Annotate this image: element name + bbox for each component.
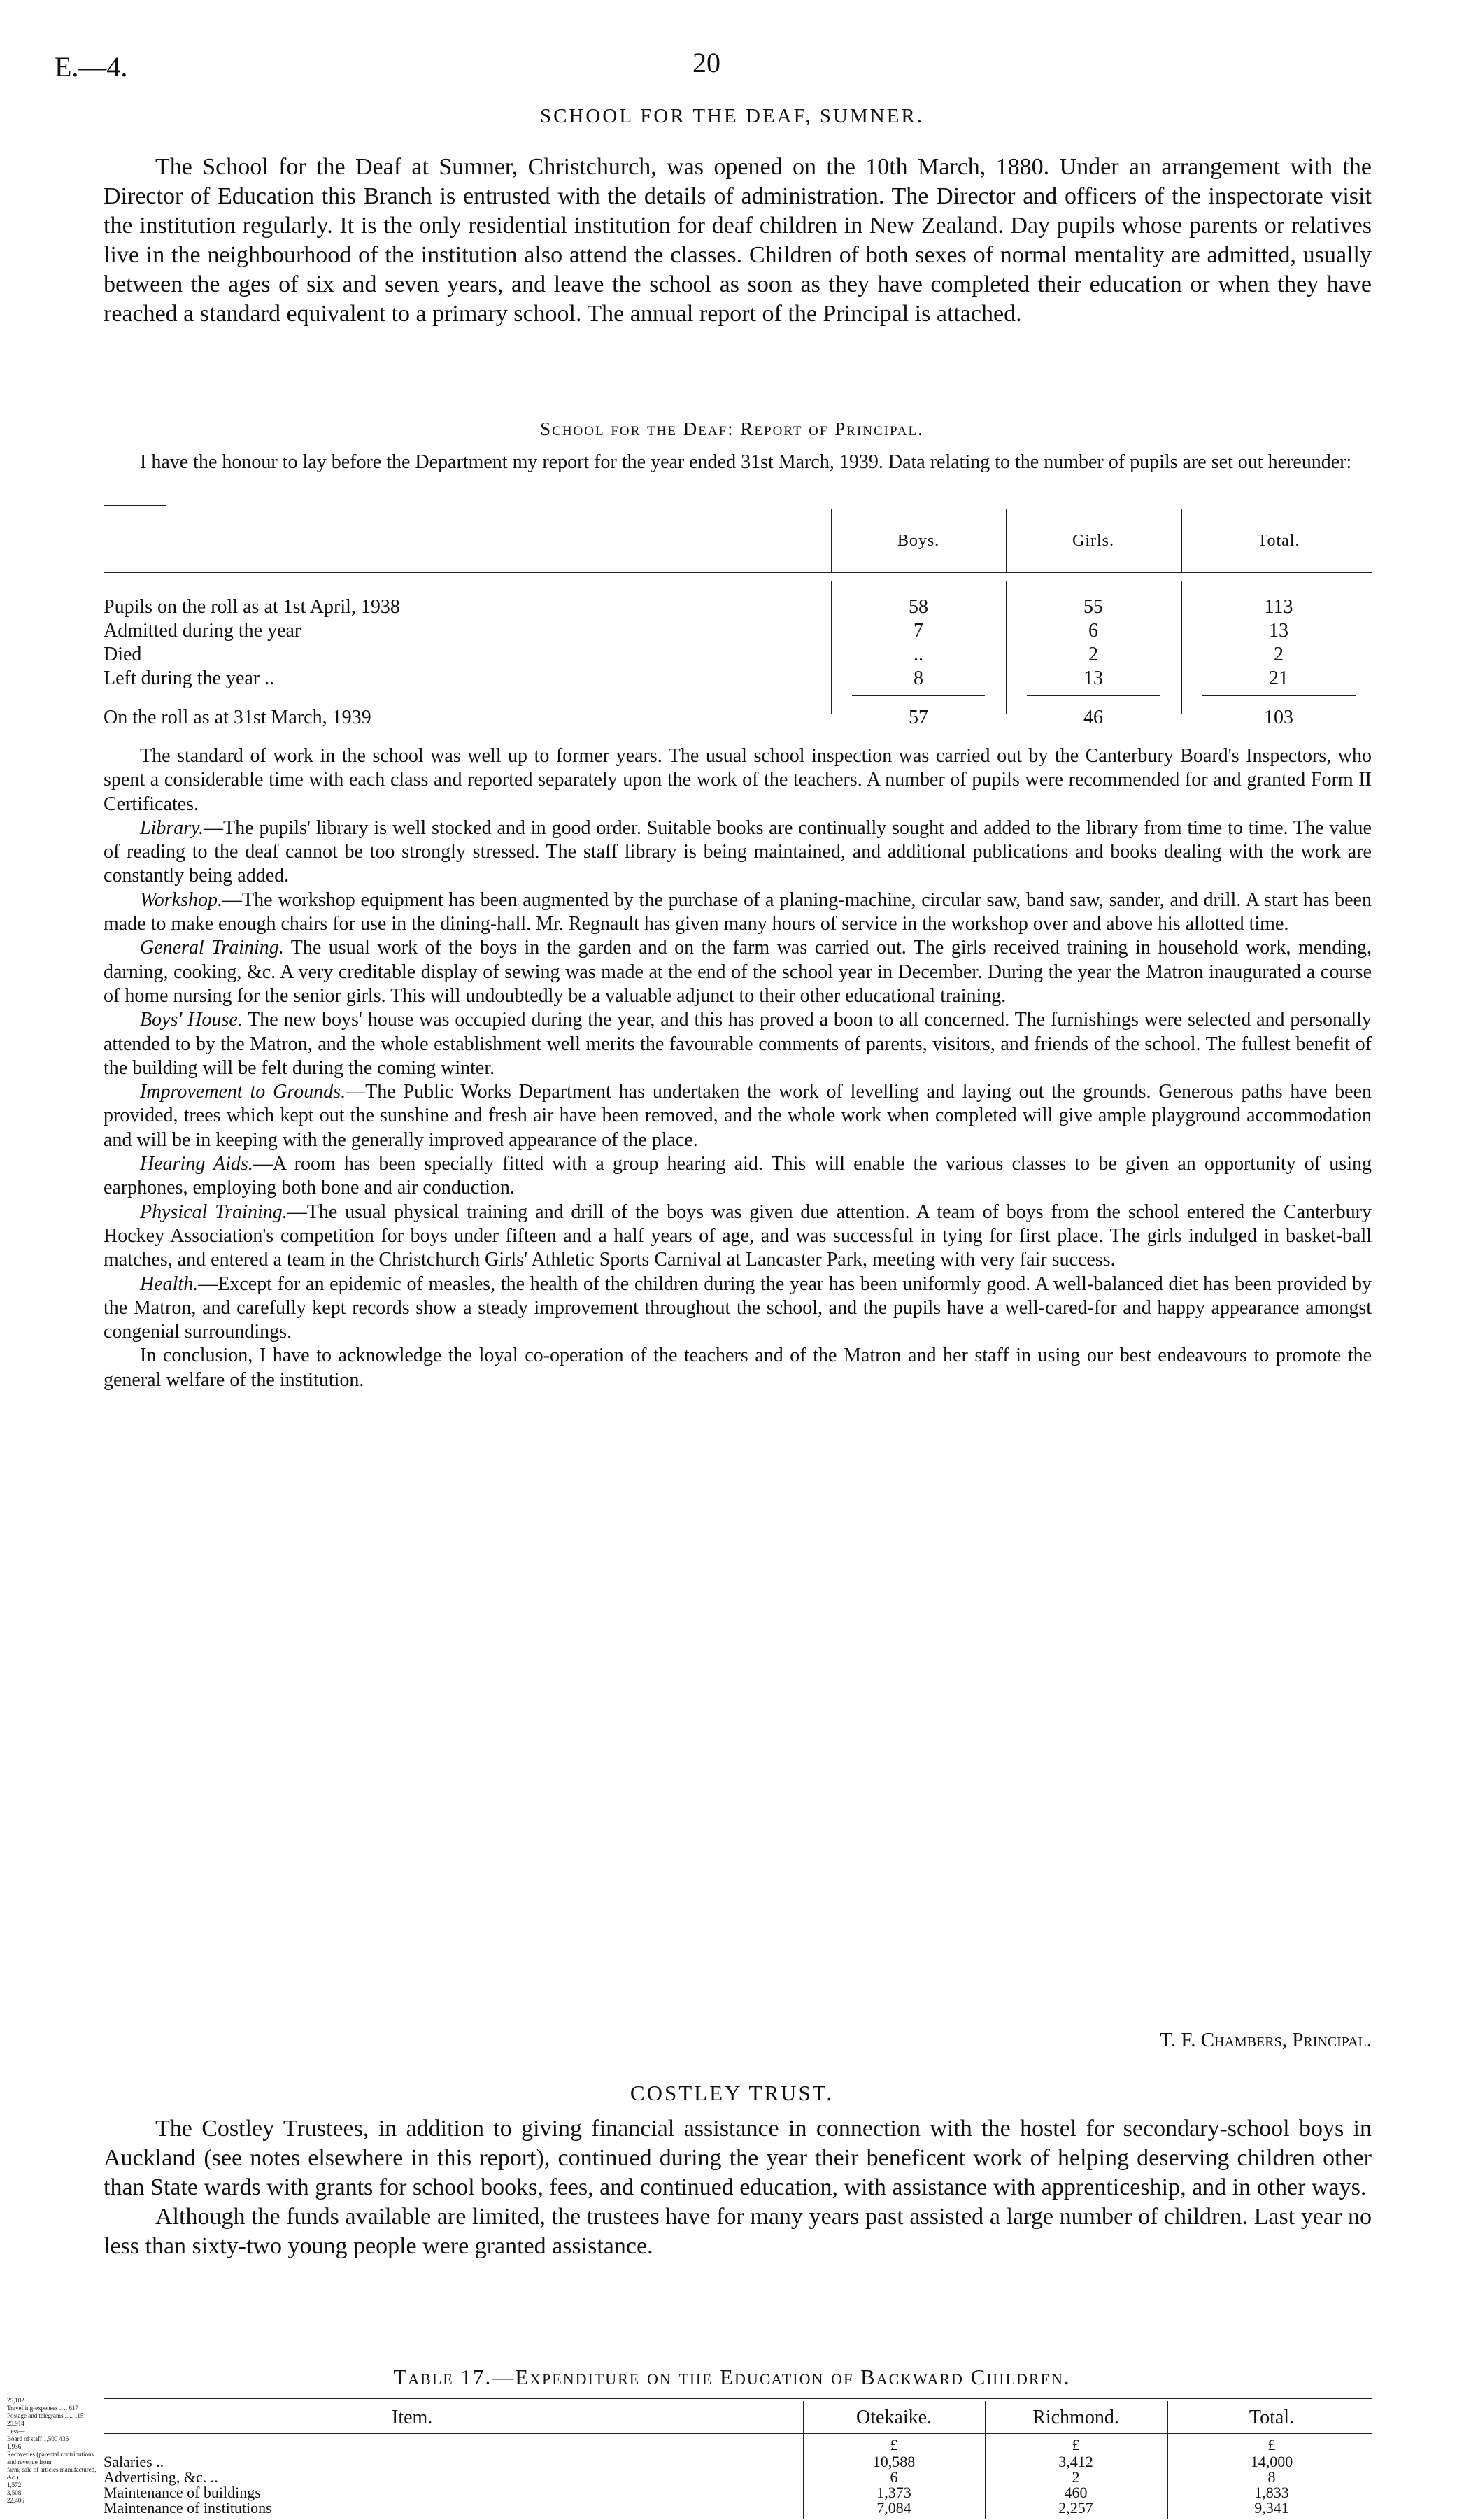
table17-summary bbox=[7, 2397, 98, 2519]
less-total: 3,508 bbox=[7, 2489, 22, 2496]
unit-otekaike: £ bbox=[890, 2436, 898, 2454]
paragraph-hearing-aids: Hearing Aids.—A room has been specially fitted with a group hearing aid. This will enable the various classes to be given an opportunity of using earphones, employing both bone and air conduction. bbox=[104, 1153, 1372, 1199]
table-rule bbox=[104, 505, 166, 506]
postage-richmond: .. bbox=[69, 2412, 73, 2419]
table-cell-otekaike: 6 bbox=[890, 2468, 898, 2486]
table-row-label: Left during the year .. bbox=[104, 667, 275, 689]
paragraph-conclusion: In conclusion, I have to acknowledge the loyal co-operation of the teachers and of the Matron and her staff in using our best endeavours to promote the general welfare of the institution. bbox=[104, 1345, 1372, 1391]
table-final-label: On the roll as at 31st March, 1939 bbox=[104, 707, 371, 728]
deaf-school-intro: The School for the Deaf at Sumner, Christchurch, was opened on the 10th March, 1880. Under an arrangement with the Director of Education this Branch is entrusted with the details of administration. The Director and officers of the inspectorate visit the institution regularly. It is the only residential institution for deaf children in New Zealand. Day pupils whose parents or relatives live in the neighbourhood of the institution also attend the classes. Children of both sexes of normal mentality are admitted, usually between the ages of six and seven years, and leave the school as soon as they have completed their education or when they have reached a standard equivalent to a primary school. The annual report of the Principal is attached. bbox=[104, 154, 1372, 327]
table-divider bbox=[1181, 509, 1182, 572]
travel-item: Travelling-expenses bbox=[7, 2405, 58, 2412]
table-cell-total: 1,833 bbox=[1254, 2484, 1289, 2501]
table-divider bbox=[1006, 509, 1007, 572]
paragraph-physical-training: Physical Training.—The usual physical training and drill of the boys was given due attention. A team of boys from the school entered the Canterbury Hockey Association's competition for boys under fifteen and a half years of age, and was successful in tying for first place. The girls indulged in basket-ball matches, and entered a team in the Christchurch Girls' Athletic Sports Carnival at Lancaster Park, meeting with very fair success. bbox=[104, 1201, 1372, 1271]
principal-signature: T. F. Chambers, Principal. bbox=[1160, 2029, 1372, 2051]
column-header-total: Total. bbox=[1257, 532, 1300, 550]
travel-otekaike: .. bbox=[59, 2405, 63, 2412]
postage-item: Postage and telegrams bbox=[7, 2412, 64, 2419]
board-combined: 1,936 bbox=[7, 2443, 22, 2450]
table-cell-total: 14,000 bbox=[1250, 2453, 1293, 2470]
table-cell-total: 2 bbox=[1274, 644, 1284, 665]
column-header-boys: Boys. bbox=[897, 532, 940, 550]
costley-body bbox=[104, 2114, 1372, 2261]
table-divider bbox=[985, 2401, 986, 2519]
recoveries-line2: farm, sale of articles manufactured, &c.) bbox=[7, 2466, 97, 2481]
table-cell-otekaike: 10,588 bbox=[872, 2453, 916, 2470]
table-row-label: Pupils on the roll as at 1st April, 1938 bbox=[104, 596, 400, 618]
table-cell-boys: 8 bbox=[914, 667, 923, 689]
table-final-boys: 57 bbox=[909, 707, 928, 728]
travel-total: 617 bbox=[69, 2405, 78, 2412]
table-divider bbox=[803, 2401, 804, 2519]
table-cell-richmond: 3,412 bbox=[1058, 2453, 1093, 2470]
page-number: 20 bbox=[692, 47, 720, 78]
table-cell-girls: 13 bbox=[1083, 667, 1103, 689]
section-title-costley: COSTLEY TRUST. bbox=[630, 2081, 834, 2105]
table-cell-girls: 6 bbox=[1088, 620, 1098, 642]
paragraph-library: Library.—The pupils' library is well stocked and in good order. Suitable books are continually sought and added to the library from time to time. The value of reading to the deaf cannot be too strongly stressed. The staff library is being maintained, and additional publications and books dealing with the work are constantly being added. bbox=[104, 816, 1372, 887]
paragraph-workshop: Workshop.—The workshop equipment has been augmented by the purchase of a planing-machine, circular saw, band saw, sander, and drill. A start has been made to make enough chairs for use in the dining-hall. Mr. Regnault has given many hours of service in the workshop over and above his allotted time. bbox=[104, 889, 1372, 935]
paragraph-standard: The standard of work in the school was well up to former years. The usual school inspection was carried out by the Canterbury Board's Inspectors, who spent a considerable time with each class and reported separately upon the work of the teachers. A number of pupils were recommended for and granted Form II Certificates. bbox=[104, 745, 1372, 815]
table-cell-boys: 58 bbox=[909, 596, 928, 618]
header-reference: E.—4. bbox=[55, 51, 128, 83]
table-row-item: Salaries .. bbox=[104, 2453, 164, 2470]
column-header-richmond: Richmond. bbox=[1032, 2407, 1119, 2428]
table-rule bbox=[1202, 695, 1356, 696]
costley-paragraph-2: Although the funds available are limited, the trustees have for many years past assisted a large number of children. Last year no less than sixty-two young people were granted assistance. bbox=[104, 2204, 1372, 2259]
table-cell-richmond: 460 bbox=[1064, 2484, 1088, 2501]
column-header-item: Item. bbox=[392, 2407, 433, 2428]
column-header-otekaike: Otekaike. bbox=[855, 2407, 932, 2428]
report-title: School for the Deaf: Report of Principal. bbox=[540, 418, 924, 439]
table-cell-girls: 2 bbox=[1088, 644, 1098, 665]
table-row-item: Advertising, &c. .. bbox=[104, 2468, 218, 2486]
table-cell-total: 113 bbox=[1264, 596, 1293, 618]
table-cell-total: 21 bbox=[1269, 667, 1288, 689]
table-row-label: Admitted during the year bbox=[104, 620, 301, 642]
recoveries-amount: 1,572 bbox=[7, 2482, 22, 2489]
table-final-girls: 46 bbox=[1083, 707, 1103, 728]
column-header-girls: Girls. bbox=[1072, 532, 1114, 550]
table-rule bbox=[104, 2398, 1372, 2399]
less-label: Less— bbox=[7, 2428, 25, 2435]
subtotal2: 25,914 bbox=[7, 2420, 24, 2427]
column-header-total: Total. bbox=[1249, 2407, 1295, 2428]
board-richmond: 436 bbox=[59, 2435, 69, 2442]
recoveries-line1: Recoveries (parental contributions and revenue from bbox=[7, 2451, 94, 2465]
table-row-label: Died bbox=[104, 644, 142, 665]
postage-otekaike: .. bbox=[64, 2412, 69, 2419]
paragraph-boys-house: Boys' House. The new boys' house was occupied during the year, and this has proved a boon to all concerned. The furnishings were selected and personally attended to by the Matron, and the whole establishment well merits the favourable comments of parents, visitors, and friends of the school. The fullest benefit of the building will be felt during the coming winter. bbox=[104, 1009, 1372, 1079]
table-cell-richmond: 2 bbox=[1072, 2468, 1080, 2486]
section-title-deaf-school: SCHOOL FOR THE DEAF, SUMNER. bbox=[540, 105, 924, 127]
costley-paragraph-1: The Costley Trustees, in addition to giving financial assistance in connection with the hostel for secondary-school boys in Auckland (see notes elsewhere in this report), continued during the year their beneficent work of helping deserving children other than State wards with grants for school books, fees, and continued education, with assistance with apprenticeship, and in other ways. bbox=[104, 2116, 1372, 2200]
table-cell-boys: 7 bbox=[914, 620, 923, 642]
table-cell-boys: .. bbox=[914, 644, 923, 665]
travel-richmond: .. bbox=[64, 2405, 68, 2412]
table-cell-total: 8 bbox=[1267, 2468, 1276, 2486]
table-row-item: Maintenance of institutions bbox=[104, 2499, 272, 2517]
paragraph-grounds: Improvement to Grounds.—The Public Works Department has undertaken the work of levelling and laying out the grounds. Generous paths have been provided, trees which kept out the sunshine and fresh air have been removed, and the whole work when completed will give ample playground accommodation and will be in keeping with the generally improved appearance of the place. bbox=[104, 1081, 1372, 1151]
table-cell-otekaike: 1,373 bbox=[876, 2484, 911, 2501]
report-intro: I have the honour to lay before the Department my report for the year ended 31st March, 1939. Data relating to the number of pupils are set out hereunder: bbox=[140, 451, 1352, 473]
table-row-item: Maintenance of buildings bbox=[104, 2484, 261, 2501]
board-item: Board of staff bbox=[7, 2435, 42, 2442]
table17-title: Table 17.—Expenditure on the Education of Backward Children. bbox=[393, 2365, 1071, 2389]
paragraph-general-training: General Training. The usual work of the boys in the garden and on the farm was carried out. The girls received training in household work, mending, darning, cooking, &c. A very creditable display of sewing was made at the end of the school year in December. During the year the Matron inaugurated a course of home nursing for the senior girls. This will undoubtedly be a valuable adjunct to their other educational training. bbox=[104, 937, 1372, 1007]
net-total: 22,406 bbox=[7, 2497, 24, 2504]
table-divider bbox=[1181, 581, 1182, 714]
postage-total: 115 bbox=[74, 2412, 84, 2419]
table-cell-richmond: 2,257 bbox=[1058, 2499, 1093, 2517]
table-divider bbox=[831, 509, 832, 572]
table-cell-otekaike: 7,084 bbox=[876, 2499, 911, 2517]
table-cell-total: 13 bbox=[1269, 620, 1288, 642]
table-rule bbox=[1027, 695, 1160, 696]
table-cell-girls: 55 bbox=[1083, 596, 1103, 618]
table-rule bbox=[104, 572, 1372, 573]
paragraph-health: Health.—Except for an epidemic of measles, the health of the children during the year has been uniformly good. A well-balanced diet has been provided by the Matron, and carefully kept records show a steady improvement throughout the school, and the pupils have a well-cared-for and happy appearance amongst congenial surroundings. bbox=[104, 1273, 1372, 1343]
table-divider bbox=[831, 581, 832, 714]
report-body bbox=[104, 744, 1372, 1392]
subtotal1: 25,182 bbox=[7, 2397, 24, 2404]
unit-total: £ bbox=[1267, 2436, 1276, 2454]
table-divider bbox=[1167, 2401, 1168, 2519]
table-rule bbox=[104, 2433, 1372, 2434]
table-cell-total: 9,341 bbox=[1254, 2499, 1289, 2517]
board-otekaike: 1,500 bbox=[43, 2435, 58, 2442]
table-rule bbox=[852, 695, 985, 696]
table-final-total: 103 bbox=[1264, 707, 1293, 728]
unit-richmond: £ bbox=[1072, 2436, 1080, 2454]
table-divider bbox=[1006, 581, 1007, 714]
